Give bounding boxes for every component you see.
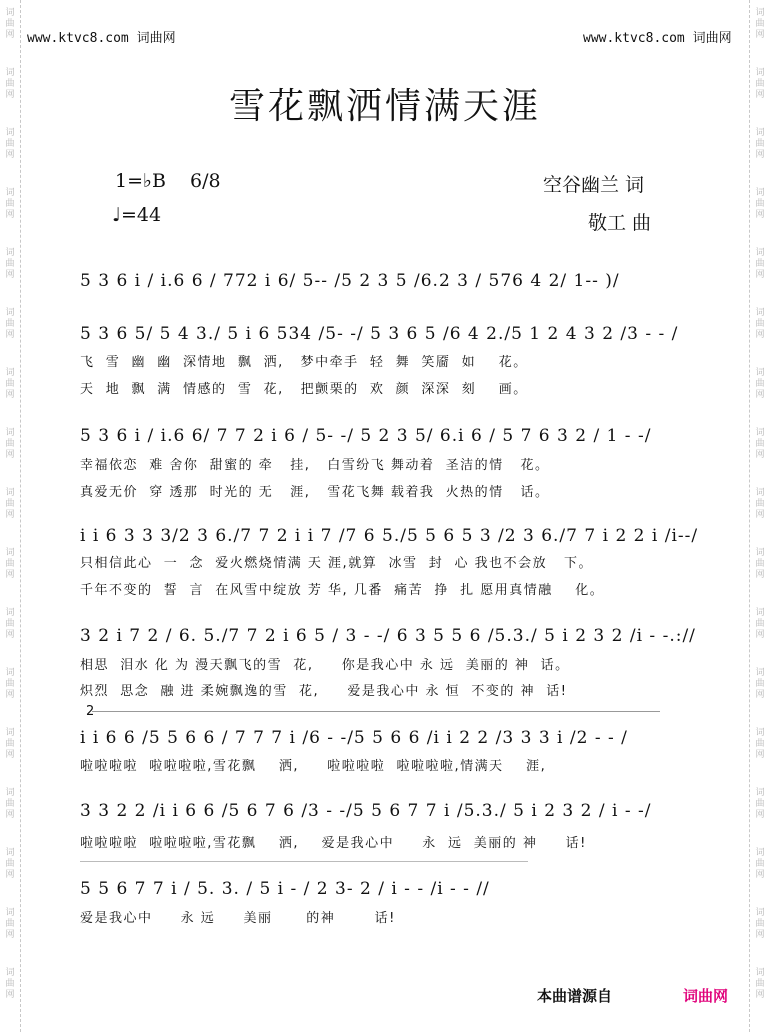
watermark-text: 词 曲 网 [5, 788, 15, 820]
lyric-line-4-verse-1: 相思 泪水 化 为 漫天飘飞的雪 花, 你是我心中 永 远 美丽的 神 话。 [80, 658, 570, 673]
lyric-line-2-verse-1: 幸福依恋 难 舍你 甜蜜的 牵 挂, 白雪纷飞 舞动着 圣洁的情 花。 [80, 458, 550, 473]
lyric-line-3-verse-1: 只相信此心 一 念 爱火燃烧情满 天 涯,就算 冰雪 封 心 我也不会放 下。 [80, 556, 594, 571]
volta-bracket-line [92, 711, 660, 712]
lyric-line-3-verse-2: 千年不变的 誓 言 在风雪中绽放 芳 华, 几番 痛苦 挣 扎 愿用真情融 化。 [80, 583, 605, 598]
tempo-marking: ♩=44 [112, 204, 162, 226]
time-signature: 6/8 [190, 170, 221, 192]
watermark-text: 词 曲 网 [755, 788, 765, 820]
watermark-text: 词 曲 网 [755, 608, 765, 640]
watermark-text: 词 曲 网 [5, 428, 15, 460]
watermark-text: 词 曲 网 [5, 668, 15, 700]
lyric-line-2-verse-2: 真爱无价 穿 透那 时光的 无 涯, 雪花飞舞 载着我 火热的情 话。 [80, 485, 550, 500]
lyric-line-7: 爱是我心中 永 远 美丽 的神 话! [80, 911, 396, 926]
key-signature: 1=♭B [115, 170, 166, 192]
watermark-text: 词 曲 网 [755, 8, 765, 40]
watermark-text: 词 曲 网 [5, 368, 15, 400]
lyricist-credit: 空谷幽兰 词 [543, 174, 645, 196]
footer-site-link[interactable]: 词曲网 [683, 987, 729, 1005]
lyric-line-5: 啦啦啦啦 啦啦啦啦,雪花飘 洒, 啦啦啦啦 啦啦啦啦,情满天 涯, [80, 759, 547, 774]
composer-credit: 敬工 曲 [588, 212, 652, 234]
watermark-text: 词 曲 网 [755, 188, 765, 220]
notation-line-4: 3 2 i 7 2 / 6. 5./7 7 2 i 6 5 / 3 - -/ 6 3 5 5 6 /5.3./ 5 i 2 3 2 /i - -.:// [80, 626, 696, 646]
watermark-text: 词 曲 网 [755, 308, 765, 340]
watermark-text: 词 曲 网 [5, 8, 15, 40]
watermark-text: 词 曲 网 [5, 908, 15, 940]
watermark-text: 词 曲 网 [755, 728, 765, 760]
lyric-line-6: 啦啦啦啦 啦啦啦啦,雪花飘 洒, 爱是我心中 永 远 美丽的 神 话! [80, 836, 587, 851]
intro-notation: 5 3 6 i / i.6 6 / 772 i 6/ 5-- /5 2 3 5 /6.2 3 / 576 4 2/ 1-- )/ [80, 271, 620, 291]
lyric-line-4-verse-2: 炽烈 思念 融 进 柔婉飘逸的雪 花, 爱是我心中 永 恒 不变的 神 话! [80, 684, 568, 699]
site-url-right[interactable]: www.ktvc8.com 词曲网 [583, 31, 732, 46]
right-watermark-rail [749, 0, 770, 1032]
notation-line-2: 5 3 6 i / i.6 6/ 7 7 2 i 6 / 5- -/ 5 2 3 5/ 6.i 6 / 5 7 6 3 2 / 1 - -/ [80, 426, 652, 446]
notation-line-7: 5 5 6 7 7 i / 5. 3. / 5 i - / 2 3- 2 / i - - /i - - // [80, 879, 490, 899]
watermark-text: 词 曲 网 [5, 548, 15, 580]
footer-source-label: 本曲谱源自 [537, 987, 613, 1005]
lyric-line-1-verse-1: 飞 雪 幽 幽 深情地 飘 洒, 梦中牵手 轻 舞 笑靥 如 花。 [80, 355, 528, 370]
watermark-text: 词 曲 网 [755, 368, 765, 400]
watermark-text: 词 曲 网 [755, 128, 765, 160]
watermark-text: 词 曲 网 [5, 608, 15, 640]
notation-line-1: 5 3 6 5/ 5 4 3./ 5 i 6 534 /5- -/ 5 3 6 5 /6 4 2./5 1 2 4 3 2 /3 - - / [80, 324, 679, 344]
watermark-text: 词 曲 网 [5, 968, 15, 1000]
watermark-text: 词 曲 网 [5, 848, 15, 880]
watermark-text: 词 曲 网 [755, 428, 765, 460]
second-ending-marker: 2 [86, 704, 95, 719]
watermark-text: 词 曲 网 [755, 848, 765, 880]
lyric-line-1-verse-2: 天 地 飘 满 情感的 雪 花, 把颤栗的 欢 颜 深深 刻 画。 [80, 382, 528, 397]
watermark-text: 词 曲 网 [755, 548, 765, 580]
watermark-text: 词 曲 网 [5, 728, 15, 760]
watermark-text: 词 曲 网 [755, 668, 765, 700]
watermark-text: 词 曲 网 [5, 128, 15, 160]
watermark-text: 词 曲 网 [755, 908, 765, 940]
watermark-text: 词 曲 网 [755, 68, 765, 100]
watermark-text: 词 曲 网 [5, 308, 15, 340]
site-url-left[interactable]: www.ktvc8.com 词曲网 [27, 31, 176, 46]
watermark-text: 词 曲 网 [755, 248, 765, 280]
watermark-text: 词 曲 网 [5, 188, 15, 220]
watermark-text: 词 曲 网 [5, 488, 15, 520]
song-title: 雪花飘洒情满天涯 [228, 86, 541, 127]
notation-line-3: i i 6 3 3 3/2 3 6./7 7 2 i i 7 /7 6 5./5 5 6 5 3 /2 3 6./7 7 i 2 2 i /i--/ [80, 526, 699, 546]
watermark-text: 词 曲 网 [5, 248, 15, 280]
watermark-text: 词 曲 网 [755, 968, 765, 1000]
left-watermark-rail [0, 0, 21, 1032]
notation-line-6: 3 3 2 2 /i i 6 6 /5 6 7 6 /3 - -/5 5 6 7 7 i /5.3./ 5 i 2 3 2 / i - -/ [80, 801, 652, 821]
watermark-text: 词 曲 网 [755, 488, 765, 520]
notation-line-5: i i 6 6 /5 5 6 6 / 7 7 7 i /6 - -/5 5 6 6 /i i 2 2 /3 3 3 i /2 - - / [80, 728, 628, 748]
section-divider [80, 861, 528, 862]
watermark-text: 词 曲 网 [5, 68, 15, 100]
